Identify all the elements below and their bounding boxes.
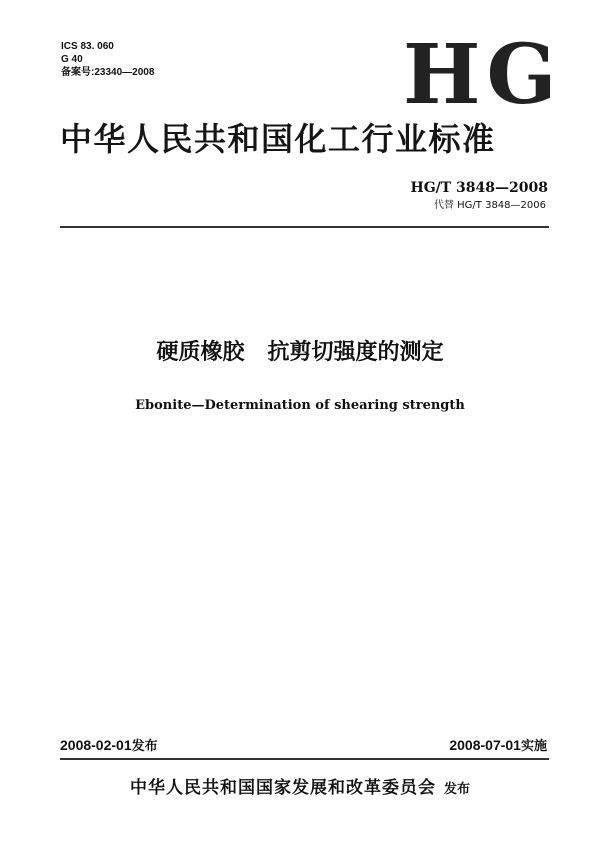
issue-date-value: 2008-02-01: [60, 737, 132, 753]
record-number: 备案号:23340—2008: [61, 67, 155, 78]
hg-logo: HG: [403, 27, 563, 123]
issuer-name: 中华人民共和国国家发展和改革委员会: [129, 778, 436, 798]
ics-code: ICS 83. 060: [61, 41, 114, 52]
implementation-date: [449, 736, 547, 756]
top-divider: [60, 226, 549, 228]
issue-date: [60, 736, 158, 756]
clc-code: G 40: [61, 54, 83, 65]
bottom-divider: [60, 758, 549, 760]
industry-standard-title: 中华人民共和国化工行业标准: [60, 120, 496, 158]
document-title-english: Ebonite—Determination of shearing strength: [135, 398, 465, 413]
implementation-date-value: 2008-07-01: [449, 737, 521, 753]
issuer-line: [0, 776, 600, 802]
issue-date-suffix: 发布: [131, 739, 158, 754]
issuer-suffix: 发布: [443, 782, 470, 797]
implementation-date-suffix: 实施: [520, 739, 547, 754]
document-title-chinese: 硬质橡胶 抗剪切强度的测定: [156, 340, 444, 365]
replaces-standard: 代替 HG/T 3848—2006: [433, 200, 546, 211]
standard-number: HG/T 3848—2008: [410, 180, 548, 196]
